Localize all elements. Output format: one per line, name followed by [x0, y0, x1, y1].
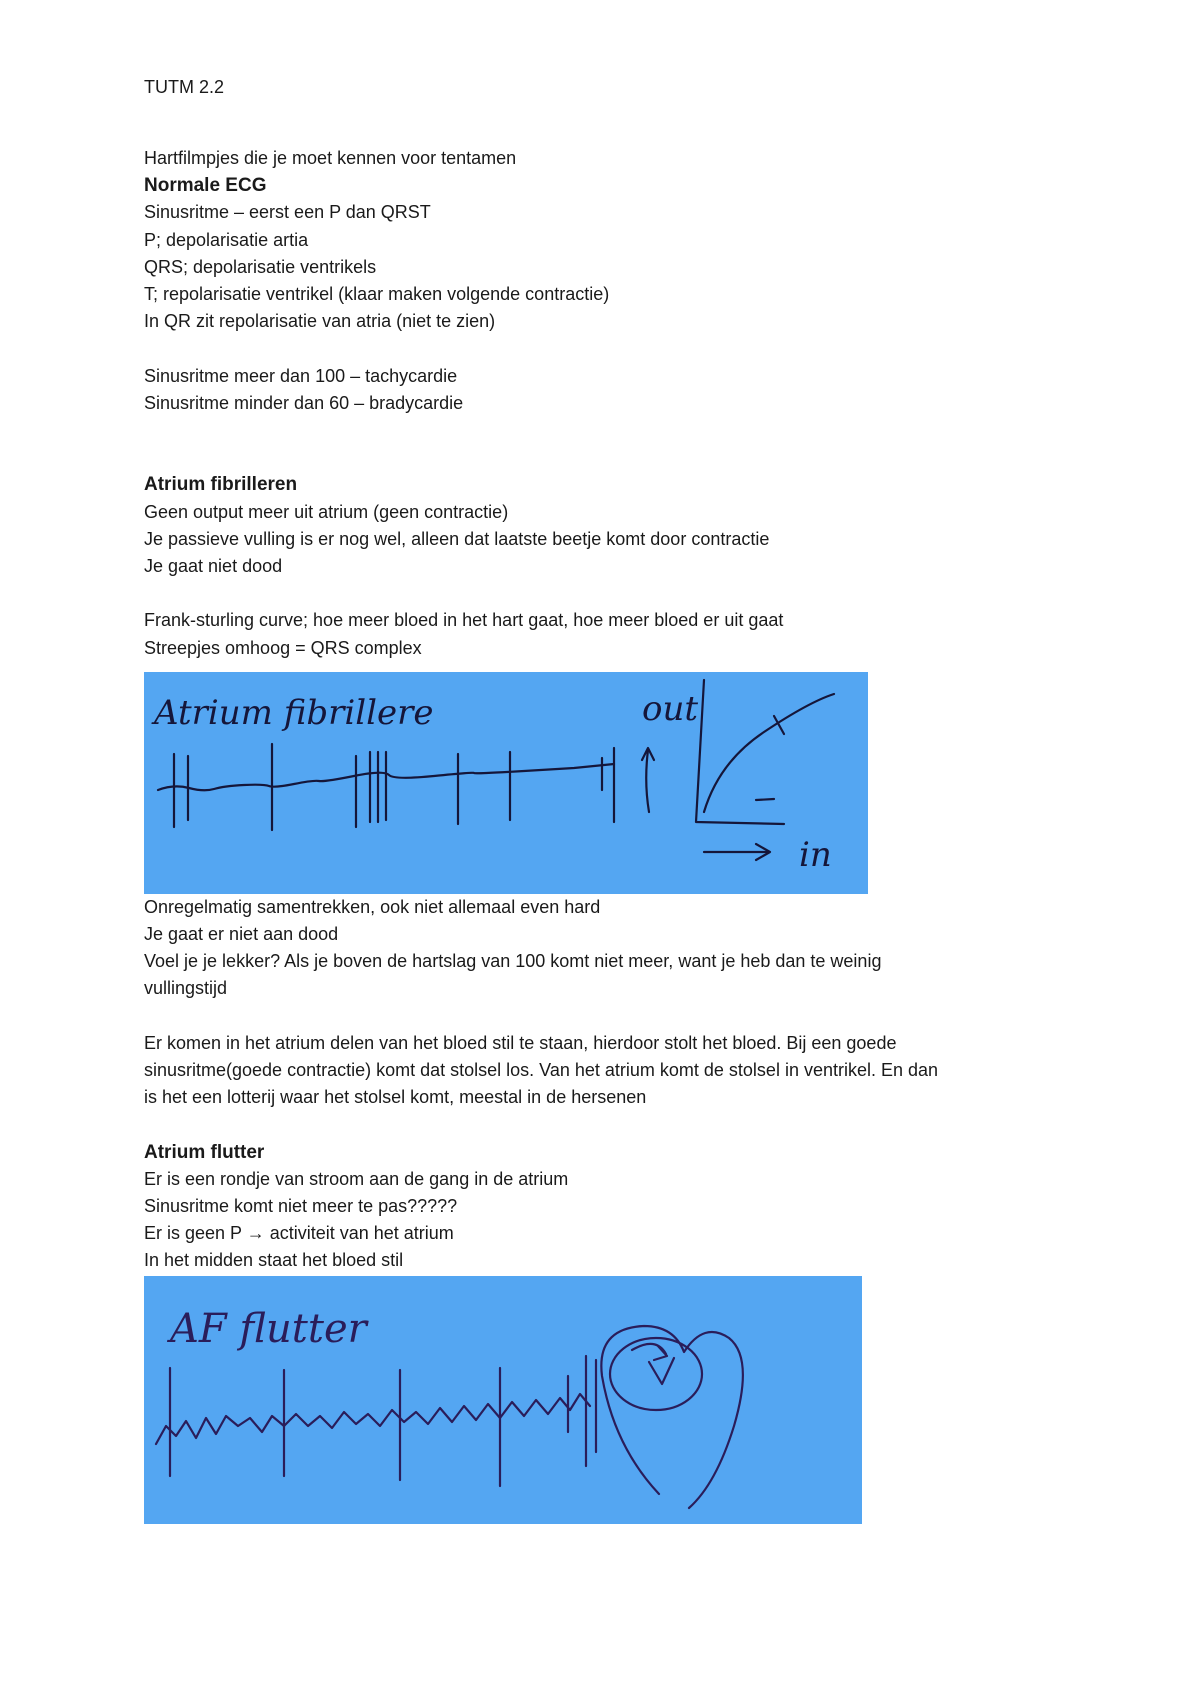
text-line: Er is een rondje van stroom aan de gang in de atrium: [144, 1168, 569, 1189]
ecg-drawing-flutter: [144, 1276, 862, 1524]
page-header: TUTM 2.2: [144, 77, 225, 97]
whiteboard-photo-atrium-flutter: [144, 1276, 862, 1524]
text-line: Je passieve vulling is er nog wel, alleen dat laatste beetje komt door contractie: [144, 528, 770, 549]
text-line: In het midden staat het bloed stil: [144, 1250, 404, 1271]
handwritten-label: AF flutter: [170, 1305, 367, 1352]
text-line: Streepjes omhoog = QRS complex: [144, 637, 422, 658]
ecg-drawing-fibrilleren: [144, 672, 868, 894]
text-line: Geen output meer uit atrium (geen contractie): [144, 501, 509, 522]
text-line: Je gaat niet dood: [144, 556, 283, 577]
intro-line: Hartfilmpjes die je moet kennen voor tentamen: [144, 148, 517, 168]
blank-line: [144, 1111, 1074, 1138]
arrow-up: [646, 750, 649, 812]
out-label: out: [642, 688, 699, 729]
section-title-normaal: Normale ECG: [144, 175, 267, 197]
text-line: Onregelmatig samentrekken, ook niet allemaal even hard: [144, 896, 601, 917]
text-line: Je gaat er niet aan dood: [144, 924, 339, 945]
text-line: Voel je je lekker? Als je boven de hartslag van 100 komt niet meer, want je heb dan te weinig: [144, 951, 882, 972]
text-line: Sinusritme – eerst een P dan QRST: [144, 202, 431, 223]
text-line: sinusritme(goede contractie) komt dat stolsel los. Van het atrium komt de stolsel in ventrikel. En dan: [144, 1060, 939, 1081]
text-line: P; depolarisatie artia: [144, 229, 309, 250]
handwritten-label: Atrium fibrillere: [154, 692, 434, 733]
text-line: Er komen in het atrium delen van het bloed stil te staan, hierdoor stolt het bloed. Bij een goede: [144, 1032, 897, 1053]
blank-line: [144, 417, 1074, 471]
document-body: [144, 145, 1074, 1524]
blank-line: [144, 1003, 1074, 1030]
text-line: Sinusritme komt niet meer te pas?????: [144, 1196, 458, 1217]
text-line: Frank-sturling curve; hoe meer bloed in het hart gaat, hoe meer bloed er uit gaat: [144, 610, 784, 631]
text-line: vullingstijd: [144, 978, 228, 999]
text-line: is het een lotterij waar het stolsel komt, meestal in de hersenen: [144, 1087, 647, 1108]
text-line: Sinusritme minder dan 60 – bradycardie: [144, 392, 464, 413]
text-line: T; repolarisatie ventrikel (klaar maken volgende contractie): [144, 284, 610, 305]
text-line: Sinusritme meer dan 100 – tachycardie: [144, 365, 458, 386]
section-title-fibrilleren: Atrium fibrilleren: [144, 474, 298, 496]
blank-line: [144, 335, 1074, 362]
heart-icon: [601, 1326, 743, 1508]
text-line: In QR zit repolarisatie van atria (niet te zien): [144, 311, 496, 332]
section-title-flutter: Atrium flutter: [144, 1141, 265, 1163]
flutter-wave: [156, 1394, 590, 1444]
text-line: QRS; depolarisatie ventrikels: [144, 256, 377, 277]
frank-starling-curve: [704, 694, 834, 812]
whiteboard-photo-atrium-fibrilleren: [144, 672, 868, 894]
in-label: in: [799, 834, 832, 875]
text-line: Er is geen P → activiteit van het atrium: [144, 1223, 454, 1244]
blank-line: [144, 580, 1074, 607]
